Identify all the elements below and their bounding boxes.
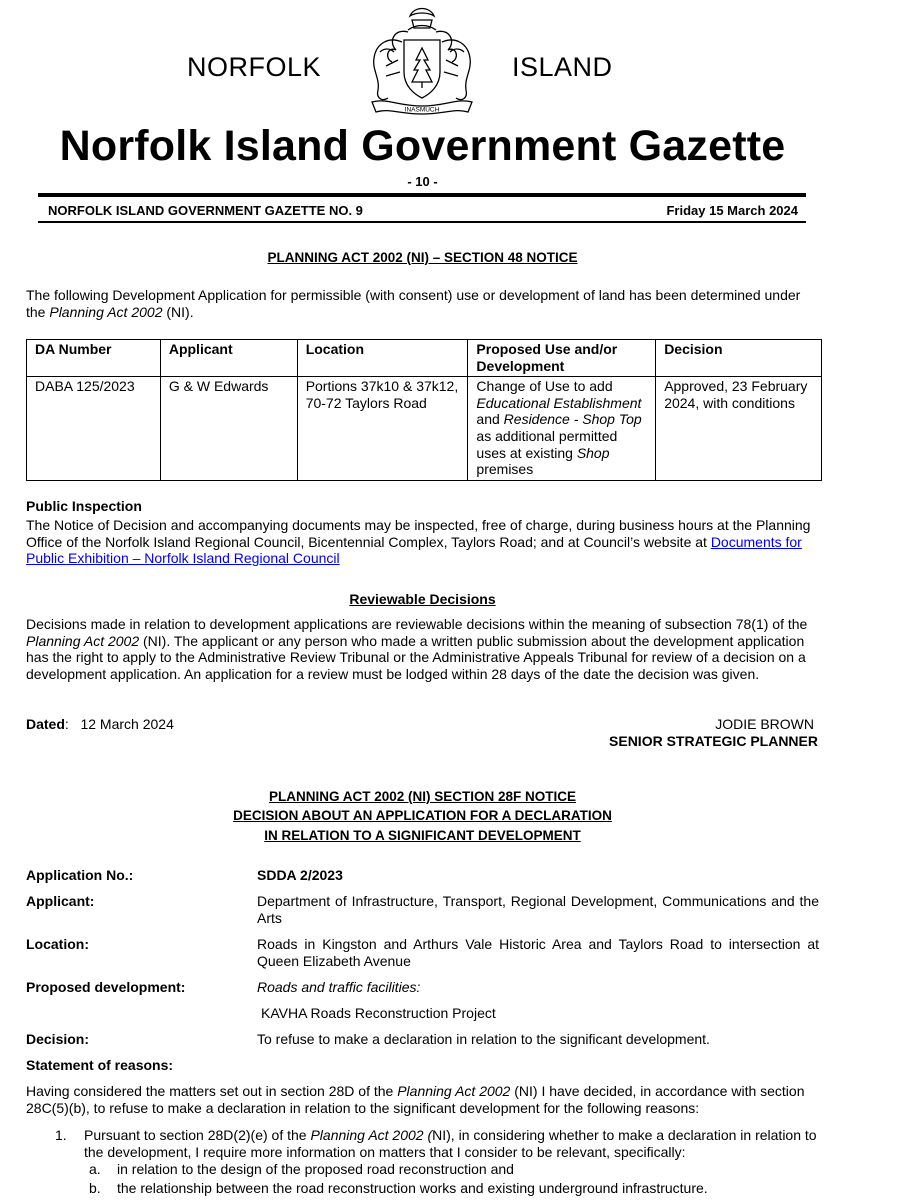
proposed-project-name: KAVHA Roads Reconstruction Project xyxy=(261,1005,496,1021)
location-label: Location: xyxy=(26,936,89,952)
sub-item-letter: b. xyxy=(89,1180,101,1196)
public-exhibition-link[interactable]: Documents for Public Exhibition – Norfolk Island Regional Council xyxy=(26,533,802,567)
reason-item-text: Pursuant to section 28D(2)(e) of the Planning Act 2002 (NI), in considering whether to make a declaration in relation to the development, I require more information on matters that I consider to be relevant, specifically: xyxy=(84,1127,817,1160)
applicant-label: Applicant: xyxy=(26,893,95,909)
applicant-cell: G & W Edwards xyxy=(160,377,297,481)
gazette-date: Friday 15 March 2024 xyxy=(666,203,798,218)
application-no-value: SDDA 2/2023 xyxy=(257,867,343,883)
sub-item-text: the relationship between the road reconstruction works and existing underground infrastructure. xyxy=(117,1180,708,1196)
location-cell: Portions 37k10 & 37k12, 70-72 Taylors Road xyxy=(297,377,468,481)
dated-line: Dated: 12 March 2024 xyxy=(26,716,174,732)
column-header: Applicant xyxy=(160,340,297,377)
development-application-table xyxy=(26,339,822,481)
public-inspection-heading: Public Inspection xyxy=(26,498,142,514)
section-28f-heading-line-2: DECISION ABOUT AN APPLICATION FOR A DECLARATION xyxy=(233,808,612,823)
coat-of-arms-icon xyxy=(358,2,486,116)
gazette-title: Norfolk Island Government Gazette xyxy=(59,122,786,170)
statement-of-reasons-heading: Statement of reasons: xyxy=(26,1057,174,1073)
masthead-left-word: NORFOLK xyxy=(187,52,322,82)
da-number-cell: DABA 125/2023 xyxy=(27,377,161,481)
signatory-title: SENIOR STRATEGIC PLANNER xyxy=(609,733,818,749)
column-header: Proposed Use and/or Development xyxy=(468,340,656,377)
table-header-row xyxy=(27,340,822,377)
column-header: DA Number xyxy=(27,340,161,377)
table-row xyxy=(27,377,822,481)
sub-item-text: in relation to the design of the proposed road reconstruction and xyxy=(117,1161,514,1177)
section-48-intro: The following Development Application for permissible (with consent) use or development of land has been determined under the Planning Act 2002 (NI). xyxy=(26,287,801,320)
public-inspection-text: The Notice of Decision and accompanying documents may be inspected, free of charge, during business hours at the Planning Office of the Norfolk Island Regional Council, Bicentennial Complex, Taylors Road; and at Council’s website at Documents for Public Exhibition – Norfolk Island Regional Council xyxy=(26,517,811,567)
reason-item-number: 1. xyxy=(55,1127,67,1143)
column-header: Location xyxy=(297,340,468,377)
location-value: Roads in Kingston and Arthurs Vale Historic Area and Taylors Road to intersection at Queen Elizabeth Avenue xyxy=(257,936,819,969)
decision-label: Decision: xyxy=(26,1031,90,1047)
application-no-label: Application No.: xyxy=(26,867,134,883)
column-header: Decision xyxy=(656,340,822,377)
header-rule-top xyxy=(38,193,806,197)
gazette-number: NORFOLK ISLAND GOVERNMENT GAZETTE NO. 9 xyxy=(48,203,363,218)
decision-value: To refuse to make a declaration in relation to the significant development. xyxy=(257,1031,710,1047)
proposed-use-cell: Change of Use to add Educational Establishment and Residence - Shop Top as additional permitted uses at existing Shop premises xyxy=(468,377,656,481)
crest-motto: INASMUCH xyxy=(404,106,440,114)
section-28f-heading-line-3: IN RELATION TO A SIGNIFICANT DEVELOPMENT xyxy=(264,828,581,843)
section-28f-heading-line-1: PLANNING ACT 2002 (NI) SECTION 28F NOTICE xyxy=(268,789,577,804)
section-48-notice-heading: PLANNING ACT 2002 (NI) – SECTION 48 NOTICE xyxy=(267,250,578,265)
sub-item-letter: a. xyxy=(89,1161,101,1177)
signatory-name: JODIE BROWN xyxy=(715,716,814,732)
statement-of-reasons-text: Having considered the matters set out in section 28D of the Planning Act 2002 (NI) I have decided, in accordance with section 28C(5)(b), to refuse to make a declaration in relation to the significant development for the following reasons: xyxy=(26,1083,805,1116)
header-rule-bottom xyxy=(38,221,806,223)
reviewable-decisions-text: Decisions made in relation to development applications are reviewable decisions within the meaning of subsection 78(1) of the Planning Act 2002 (NI). The applicant or any person who made a written public submission about the development application has the right to apply to the Administrative Review Tribunal or the Administrative Appeals Tribunal for review of a decision on a development application. An application for a review must be lodged within 28 days of the date the decision was given. xyxy=(26,616,808,682)
page-number: - 10 - xyxy=(407,174,438,189)
proposed-development-value: Roads and traffic facilities: xyxy=(257,979,421,995)
masthead-right-word: ISLAND xyxy=(512,52,613,82)
proposed-development-label: Proposed development: xyxy=(26,979,186,995)
applicant-value: Department of Infrastructure, Transport, Regional Development, Communications and the Arts xyxy=(257,893,819,926)
reviewable-decisions-heading: Reviewable Decisions xyxy=(349,591,496,607)
decision-cell: Approved, 23 February 2024, with conditions xyxy=(656,377,822,481)
